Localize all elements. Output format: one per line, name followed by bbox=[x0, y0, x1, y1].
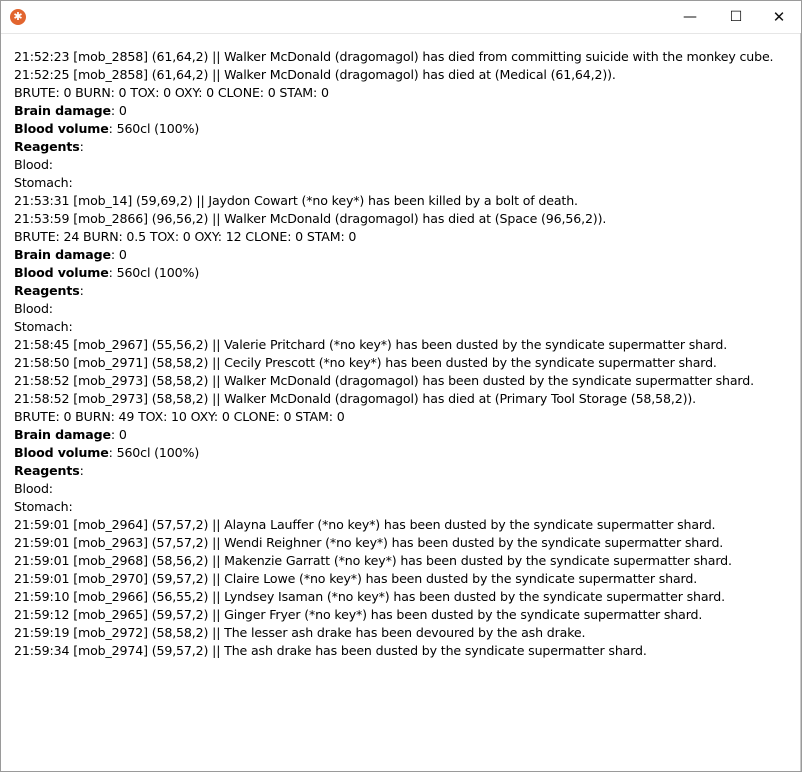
title-bar[interactable] bbox=[1, 1, 801, 34]
log-line: Blood: bbox=[14, 481, 53, 496]
log-line: 21:58:45 [mob_2967] (55,56,2) || Valerie Pritchard (*no key*) has been dusted by the syndicate supermatter shard. bbox=[14, 337, 728, 352]
log-line: Stomach: bbox=[14, 175, 73, 190]
log-line: Blood: bbox=[14, 157, 53, 172]
log-field-line bbox=[14, 282, 784, 300]
field-value: : bbox=[79, 283, 84, 298]
field-label: Blood volume bbox=[14, 445, 109, 460]
log-field-line bbox=[14, 120, 784, 138]
log-line: 21:58:52 [mob_2973] (58,58,2) || Walker McDonald (dragomagol) has been dusted by the syndicate supermatter shard. bbox=[14, 373, 754, 388]
log-line: 21:59:10 [mob_2966] (56,55,2) || Lyndsey Isaman (*no key*) has been dusted by the syndicate supermatter shard. bbox=[14, 589, 725, 604]
minimize-button[interactable]: — bbox=[683, 9, 697, 25]
log-line: 21:59:19 [mob_2972] (58,58,2) || The lesser ash drake has been devoured by the ash drake. bbox=[14, 625, 586, 640]
field-label: Reagents bbox=[14, 139, 80, 154]
log-line: 21:53:31 [mob_14] (59,69,2) || Jaydon Cowart (*no key*) has been killed by a bolt of death. bbox=[14, 193, 578, 208]
log-line: 21:52:23 [mob_2858] (61,64,2) || Walker McDonald (dragomagol) has died from committing suicide with the monkey cube. bbox=[14, 49, 774, 64]
log-line: 21:52:25 [mob_2858] (61,64,2) || Walker McDonald (dragomagol) has died at (Medical (61,64,2)). bbox=[14, 67, 616, 82]
log-line: 21:59:01 [mob_2963] (57,57,2) || Wendi Reighner (*no key*) has been dusted by the syndicate supermatter shard. bbox=[14, 535, 724, 550]
log-line: 21:59:01 [mob_2970] (59,57,2) || Claire Lowe (*no key*) has been dusted by the syndicate supermatter shard. bbox=[14, 571, 698, 586]
field-label: Blood volume bbox=[14, 265, 109, 280]
log-line: 21:59:12 [mob_2965] (59,57,2) || Ginger Fryer (*no key*) has been dusted by the syndicate supermatter shard. bbox=[14, 607, 703, 622]
log-field-line bbox=[14, 102, 784, 120]
log-line: BRUTE: 0 BURN: 0 TOX: 0 OXY: 0 CLONE: 0 STAM: 0 bbox=[14, 85, 329, 100]
log-content bbox=[14, 48, 784, 660]
log-field-line bbox=[14, 246, 784, 264]
log-line: BRUTE: 0 BURN: 49 TOX: 10 OXY: 0 CLONE: 0 STAM: 0 bbox=[14, 409, 345, 424]
field-value: : 0 bbox=[110, 103, 127, 118]
field-value: : 560cl (100%) bbox=[108, 121, 200, 136]
maximize-button[interactable]: ☐ bbox=[729, 9, 743, 25]
field-value: : bbox=[79, 463, 84, 478]
log-field-line bbox=[14, 264, 784, 282]
field-label: Brain damage bbox=[14, 247, 111, 262]
app-icon: ✱ bbox=[10, 9, 26, 25]
field-value: : 0 bbox=[110, 247, 127, 262]
log-line: 21:59:01 [mob_2968] (58,56,2) || Makenzie Garratt (*no key*) has been dusted by the syndicate supermatter shard. bbox=[14, 553, 732, 568]
field-label: Brain damage bbox=[14, 103, 111, 118]
close-button[interactable]: ✕ bbox=[772, 8, 786, 26]
log-line: 21:53:59 [mob_2866] (96,56,2) || Walker McDonald (dragomagol) has died at (Space (96,56,2)). bbox=[14, 211, 607, 226]
log-line: 21:59:34 [mob_2974] (59,57,2) || The ash drake has been dusted by the syndicate supermatter shard. bbox=[14, 643, 647, 658]
field-value: : 0 bbox=[110, 427, 127, 442]
field-value: : bbox=[79, 139, 84, 154]
log-field-line bbox=[14, 462, 784, 480]
log-line: Blood: bbox=[14, 301, 53, 316]
log-line: Stomach: bbox=[14, 319, 73, 334]
field-value: : 560cl (100%) bbox=[108, 265, 200, 280]
log-line: 21:59:01 [mob_2964] (57,57,2) || Alayna Lauffer (*no key*) has been dusted by the syndicate supermatter shard. bbox=[14, 517, 716, 532]
log-line: Stomach: bbox=[14, 499, 73, 514]
window-edge bbox=[800, 33, 801, 771]
log-field-line bbox=[14, 138, 784, 156]
field-label: Blood volume bbox=[14, 121, 109, 136]
log-line: BRUTE: 24 BURN: 0.5 TOX: 0 OXY: 12 CLONE: 0 STAM: 0 bbox=[14, 229, 357, 244]
field-label: Reagents bbox=[14, 283, 80, 298]
log-field-line bbox=[14, 426, 784, 444]
log-line: 21:58:50 [mob_2971] (58,58,2) || Cecily Prescott (*no key*) has been dusted by the syndicate supermatter shard. bbox=[14, 355, 717, 370]
field-value: : 560cl (100%) bbox=[108, 445, 200, 460]
log-field-line bbox=[14, 444, 784, 462]
log-line: 21:58:52 [mob_2973] (58,58,2) || Walker McDonald (dragomagol) has died at (Primary Tool Storage (58,58,2)). bbox=[14, 391, 696, 406]
field-label: Brain damage bbox=[14, 427, 111, 442]
field-label: Reagents bbox=[14, 463, 80, 478]
